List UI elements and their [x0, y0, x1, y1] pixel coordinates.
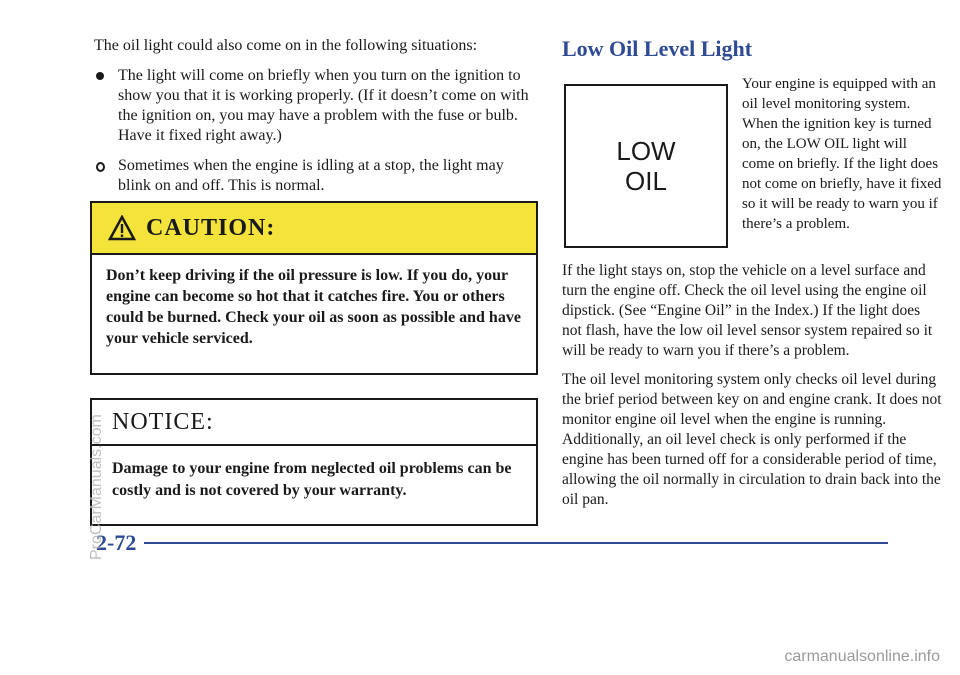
- page-footer: [96, 528, 888, 558]
- notice-header: [92, 400, 536, 446]
- page-number: 2-72: [96, 530, 137, 555]
- caution-box: [90, 201, 538, 375]
- low-oil-lamp-icon: [564, 84, 728, 248]
- bullet-text: Sometimes when the engine is idling at a stop, the light may blink on and off. This is normal.: [118, 157, 504, 194]
- bullet-icon: [96, 72, 104, 80]
- caution-header: [92, 203, 536, 255]
- warning-triangle-icon: [108, 215, 136, 241]
- bullet-list: [94, 66, 539, 196]
- caution-text: Don’t keep driving if the oil pressure is low. If you do, your engine can become so hot that it catches fire. You or others could be burned. Check your oil as soon as possible and have your vehicle serviced.: [106, 267, 521, 347]
- intro-text: The oil light could also come on in the following situations:: [94, 37, 478, 54]
- list-item: [94, 66, 539, 146]
- bottom-watermark: carmanualsonline.info: [784, 648, 940, 665]
- side-watermark: ProCarManuals.com: [88, 414, 105, 560]
- list-item: [94, 156, 539, 196]
- section-title: Low Oil Level Light: [562, 36, 753, 61]
- notice-title: NOTICE:: [112, 408, 214, 435]
- footer-rule: [144, 542, 888, 544]
- paragraph: The oil level monitoring system only checks oil level during the brief period between key on and engine crank. It does not monitor engine oil level when the engine is running. Additionally, an oil level check is only performed if the engine has been turned off for a considerable period of time, allowing the oil normally in circulation to drain back into the oil pan.: [562, 371, 942, 508]
- paragraph: If the light stays on, stop the vehicle on a level surface and turn the engine off. Check the oil level using the engine oil dipstick. (See “Engine Oil” in the Index.) If the light does not flash, have the low oil level sensor system repaired so it will be ready to warn you if there’s a problem.: [562, 262, 933, 359]
- notice-text: Damage to your engine from neglected oil problems can be costly and is not covered by your warranty.: [112, 460, 512, 499]
- left-column: [94, 36, 539, 206]
- manual-page: [72, 0, 942, 568]
- caution-title: CAUTION:: [146, 214, 276, 241]
- notice-box: [90, 398, 538, 526]
- lamp-row: [562, 74, 942, 249]
- right-column: [562, 36, 942, 510]
- bullet-icon: [96, 162, 105, 172]
- lamp-description: Your engine is equipped with an oil level monitoring system. When the ignition key is turned on, the LOW OIL light will come on briefly. If the light does not come on briefly, have it fixed so it will be ready to warn you if there’s a problem.: [742, 76, 942, 232]
- lamp-line-1: LOW: [616, 136, 676, 166]
- lamp-line-2: OIL: [625, 166, 667, 196]
- bullet-text: The light will come on briefly when you turn on the ignition to show you that it is working properly. (If it doesn’t come on with the ignition on, you may have a problem with the fuse or bulb. Have it fixed right away.): [118, 67, 529, 144]
